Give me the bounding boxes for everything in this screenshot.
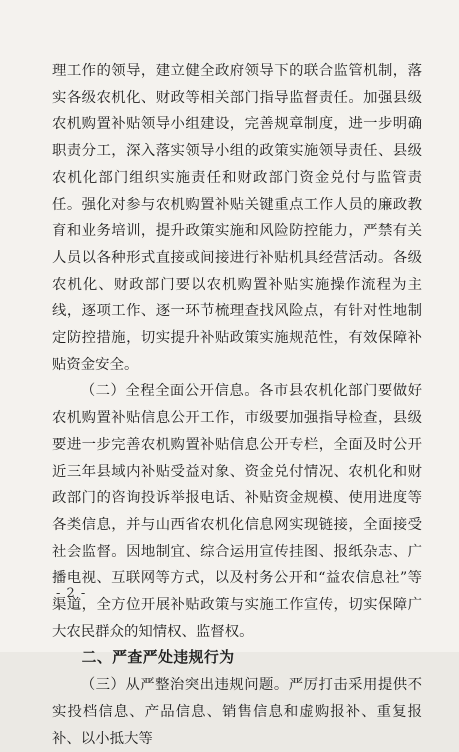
page-number: - 2 - [56,586,87,601]
section-heading: 二、严查严处违规行为 [81,649,235,667]
document-body [52,58,422,752]
paragraph-information-disclosure: （二）全程全面公开信息。各市县农机化部门要做好农机购置补贴信息公开工作，市级要加强指导检查，县级要进一步完善农机购置补贴信息公开专栏，全面及时公开近三年县域内补贴受益对象、资金兑付情况、农机化和财政部门的咨询投诉举报电话、补贴资金规模、使用进度等各类信息，并与山西省农机化信息网实现链接，全面接受社会监督。因地制宜、综合运用宣传挂图、报纸杂志、广播电视、互联网等方式，以及村务公开和“益农信息社”等渠道，全方位开展补贴政策与实施工作宣传，切实保障广大农民群众的知情权、监督权。 [52,383,422,640]
paragraph-violation-rectification: （三）从严整治突出违规问题。严厉打击采用提供不实投档信息、产品信息、销售信息和虚购报补、重复报补、以小抵大等 [52,677,422,747]
paragraph-continuation: 理工作的领导，建立健全政府领导下的联合监管机制，落实各级农机化、财政等相关部门指导监督责任。加强县级农机购置补贴领导小组建设，完善规章制度，进一步明确职责分工，深入落实领导小组的政策实施领导责任、县级农机化部门组织实施责任和财政部门资金兑付与监管责任。强化对参与农机购置补贴关键重点工作人员的廉政教育和业务培训，提升政策实施和风险防控能力，严禁有关人员以各种形式直接或间接进行补贴机具经营活动。各级农机化、财政部门要以农机购置补贴实施操作流程为主线，逐项工作、逐一环节梳理查找风险点，有针对性地制定防控措施，切实提升补贴政策实施规范性，有效保障补贴资金安全。 [52,63,422,373]
